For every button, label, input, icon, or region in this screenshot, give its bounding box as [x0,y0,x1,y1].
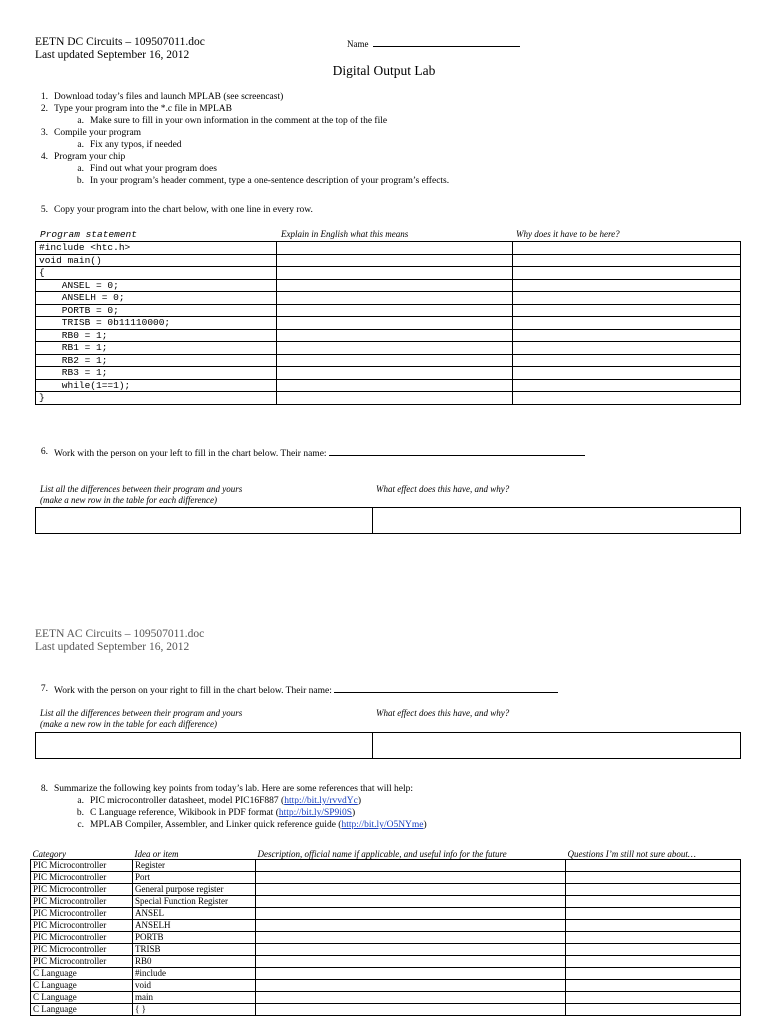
explain-header: Explain in English what this means [281,229,409,239]
reference-link[interactable]: http://bit.ly/rvvdYc [284,796,358,806]
category-cell: PIC Microcontroller [31,932,133,944]
step-5 [34,204,734,216]
step-7-text: Work with the person on your right to fill in the chart below. Their name: [54,686,332,696]
effect-cell[interactable] [373,733,741,759]
why-cell[interactable] [513,304,741,317]
step-6 [34,446,734,458]
differences-header-line1: List all the differences between their program and yours [40,708,243,718]
why-cell[interactable] [513,267,741,280]
why-cell[interactable] [513,329,741,342]
idea-cell: #include [133,968,256,980]
program-statement-cell: RB2 = 1; [36,354,277,367]
category-cell: PIC Microcontroller [31,896,133,908]
idea-cell: Special Function Register [133,896,256,908]
step-number: 1. [40,92,48,102]
step-text: In your program’s header comment, type a one-sentence description of your program’s effects. [90,176,450,186]
course-filename: EETN AC Circuits – 109507011.doc [35,628,205,640]
why-cell[interactable] [513,367,741,380]
reference-letter: c. [77,820,84,830]
step-item [34,151,734,163]
program-statement-cell: RB3 = 1; [36,367,277,380]
reference-close-paren: ) [357,796,361,806]
differences-header-2 [40,708,242,730]
step-8 [34,783,754,831]
description-cell[interactable] [256,968,566,980]
course-filename: EETN DC Circuits – 109507011.doc [35,36,205,48]
description-cell[interactable] [256,872,566,884]
step-number: 5. [40,205,48,215]
category-cell: PIC Microcontroller [31,944,133,956]
step-number: a. [77,140,84,150]
name-blank[interactable] [373,37,520,47]
sub-step [34,115,734,127]
effect-cell[interactable] [373,508,741,534]
description-cell[interactable] [256,932,566,944]
step-item [34,127,734,139]
why-cell[interactable] [513,342,741,355]
step-item [34,91,734,103]
right-partner-name-blank[interactable] [334,683,558,693]
table-row [36,733,741,759]
category-cell: C Language [31,968,133,980]
explain-cell[interactable] [277,267,513,280]
description-cell[interactable] [256,908,566,920]
why-cell[interactable] [513,242,741,255]
questions-cell[interactable] [566,932,741,944]
step-text: Summarize the following key points from today’s lab. Here are some references that will help: [54,784,414,794]
description-cell[interactable] [256,944,566,956]
reference-text [90,819,427,831]
table-row [31,992,741,1004]
table-row [36,354,741,367]
reference-letter: b. [76,808,84,818]
differences-header-line1: List all the differences between their program and yours [40,484,243,494]
idea-cell: Port [133,872,256,884]
table-row [31,884,741,896]
idea-cell: main [133,992,256,1004]
doc-header [35,36,205,62]
idea-cell: General purpose register [133,884,256,896]
category-cell: C Language [31,992,133,1004]
idea-cell: { } [133,1004,256,1016]
table-row [31,908,741,920]
questions-cell[interactable] [566,908,741,920]
reference-link[interactable]: http://bit.ly/SP9i0S [278,808,352,818]
reference-letter: a. [77,796,84,806]
program-statement-cell: while(1==1); [36,379,277,392]
table-row [36,304,741,317]
table-row [36,367,741,380]
step-text: Program your chip [54,152,126,162]
description-cell[interactable] [256,956,566,968]
table-row [31,1004,741,1016]
idea-cell: TRISB [133,944,256,956]
reference-close-paren: ) [423,820,427,830]
keypoints-table [30,849,741,1016]
keypoints-header-row [31,849,741,860]
reference-link[interactable]: http://bit.ly/O5NYme [341,820,424,830]
program-statement-cell: PORTB = 0; [36,304,277,317]
table-row [36,342,741,355]
questions-cell[interactable] [566,872,741,884]
idea-cell: void [133,980,256,992]
table-row [31,920,741,932]
table-row [31,896,741,908]
program-statement-cell: RB0 = 1; [36,329,277,342]
step-text: Fix any typos, if needed [90,140,182,150]
step-text [54,446,585,460]
step-text: Find out what your program does [90,164,217,174]
step-text: Compile your program [54,128,142,138]
category-header: Category [32,849,66,859]
idea-header: Idea or item [134,849,179,859]
step-number: 2. [40,104,48,114]
table-row [36,392,741,405]
description-cell[interactable] [256,884,566,896]
program-statement-cell: ANSEL = 0; [36,279,277,292]
questions-cell[interactable] [566,968,741,980]
explain-cell[interactable] [277,342,513,355]
program-statement-cell: } [36,392,277,405]
step-number: 4. [40,152,48,162]
table-row [31,944,741,956]
step-text: Make sure to fill in your own information in the comment at the top of the file [90,116,388,126]
table-row [36,242,741,255]
step-number: a. [77,164,84,174]
program-statement-cell: TRISB = 0b11110000; [36,317,277,330]
sub-step [34,163,734,175]
effect-header-2: What effect does this have, and why? [376,708,510,718]
why-header: Why does it have to be here? [516,229,620,239]
description-header: Description, official name if applicable, and useful info for the future [257,849,507,859]
name-label: Name [347,39,369,49]
why-cell[interactable] [513,254,741,267]
program-statement-cell: void main() [36,254,277,267]
last-updated: Last updated September 16, 2012 [35,641,190,653]
reference-item [34,819,754,831]
differences-header-line2: (make a new row in the table for each difference) [40,719,218,729]
explain-cell[interactable] [277,242,513,255]
right-differences-table [35,732,741,759]
explain-cell[interactable] [277,379,513,392]
table-row [31,932,741,944]
questions-cell[interactable] [566,920,741,932]
table-row [31,872,741,884]
description-cell[interactable] [256,992,566,1004]
program-statement-cell: { [36,267,277,280]
why-cell[interactable] [513,292,741,305]
questions-cell[interactable] [566,956,741,968]
questions-cell[interactable] [566,944,741,956]
table-row [36,267,741,280]
table-row [36,508,741,534]
why-cell[interactable] [513,279,741,292]
left-partner-name-blank[interactable] [329,446,585,456]
questions-cell[interactable] [566,1004,741,1016]
reference-description: MPLAB Compiler, Assembler, and Linker quick reference guide ( [90,820,342,830]
name-field[interactable] [347,37,520,49]
explain-cell[interactable] [277,292,513,305]
idea-cell: ANSELH [133,920,256,932]
step-number: 7. [40,684,48,694]
explain-cell[interactable] [277,367,513,380]
category-cell: PIC Microcontroller [31,884,133,896]
questions-cell[interactable] [566,860,741,872]
questions-cell[interactable] [566,896,741,908]
questions-cell[interactable] [566,884,741,896]
explain-cell[interactable] [277,254,513,267]
table-row [31,980,741,992]
category-cell: PIC Microcontroller [31,920,133,932]
category-cell: PIC Microcontroller [31,860,133,872]
explain-cell[interactable] [277,354,513,367]
step-number: 3. [40,128,48,138]
explain-cell[interactable] [277,392,513,405]
reference-close-paren: ) [351,808,356,818]
left-differences-table [35,507,741,534]
reference-description: C Language reference, Wikibook in PDF format ( [90,808,279,818]
table-row [31,968,741,980]
description-cell[interactable] [256,920,566,932]
difference-cell[interactable] [36,733,373,759]
program-table [35,241,741,405]
category-cell: PIC Microcontroller [31,872,133,884]
reference-text [90,807,355,819]
step-text: Type your program into the *.c file in MPLAB [54,104,232,114]
reference-item [34,807,754,819]
doc-header-2 [35,628,204,654]
questions-cell[interactable] [566,980,741,992]
description-cell[interactable] [256,1004,566,1016]
table-row [36,379,741,392]
reference-description: PIC microcontroller datasheet, model PIC16F887 ( [90,796,285,806]
step-6-text: Work with the person on your left to fill in the chart below. Their name: [54,449,327,459]
category-cell: PIC Microcontroller [31,956,133,968]
program-statement-cell: #include <htc.h> [36,242,277,255]
explain-cell[interactable] [277,329,513,342]
table-row [36,329,741,342]
last-updated: Last updated September 16, 2012 [35,49,190,61]
table-row [31,860,741,872]
description-cell[interactable] [256,860,566,872]
category-cell: C Language [31,980,133,992]
program-statement-cell: RB1 = 1; [36,342,277,355]
step-text [54,683,558,697]
sub-step [34,139,734,151]
step-7 [34,683,734,695]
idea-cell: PORTB [133,932,256,944]
sub-step [34,175,734,187]
step-number: 8. [40,784,48,794]
why-cell[interactable] [513,317,741,330]
differences-header-line2: (make a new row in the table for each difference) [40,495,218,505]
idea-cell: RB0 [133,956,256,968]
step-number: b. [76,176,84,186]
idea-cell: ANSEL [133,908,256,920]
questions-header: Questions I’m still not sure about… [567,849,696,859]
step-item [34,103,734,115]
why-cell[interactable] [513,392,741,405]
instruction-list [34,91,734,187]
reference-text [90,795,361,807]
program-statement-header: Program statement [40,229,137,240]
explain-cell[interactable] [277,279,513,292]
table-row [36,292,741,305]
questions-cell[interactable] [566,992,741,1004]
page-title: Digital Output Lab [332,63,436,78]
explain-cell[interactable] [277,304,513,317]
table-row [36,254,741,267]
differences-header [40,484,242,506]
idea-cell: Register [133,860,256,872]
table-row [36,279,741,292]
why-cell[interactable] [513,379,741,392]
step-number: a. [77,116,84,126]
table-row [31,956,741,968]
explain-cell[interactable] [277,317,513,330]
category-cell: C Language [31,1004,133,1016]
step-number: 6. [40,447,48,457]
reference-item [34,795,754,807]
difference-cell[interactable] [36,508,373,534]
description-cell[interactable] [256,896,566,908]
why-cell[interactable] [513,354,741,367]
description-cell[interactable] [256,980,566,992]
category-cell: PIC Microcontroller [31,908,133,920]
step-text: Download today’s files and launch MPLAB (see screencast) [54,92,284,102]
program-statement-cell: ANSELH = 0; [36,292,277,305]
effect-header: What effect does this have, and why? [376,484,510,494]
table-row [36,317,741,330]
step-text: Copy your program into the chart below, with one line in every row. [54,205,313,215]
